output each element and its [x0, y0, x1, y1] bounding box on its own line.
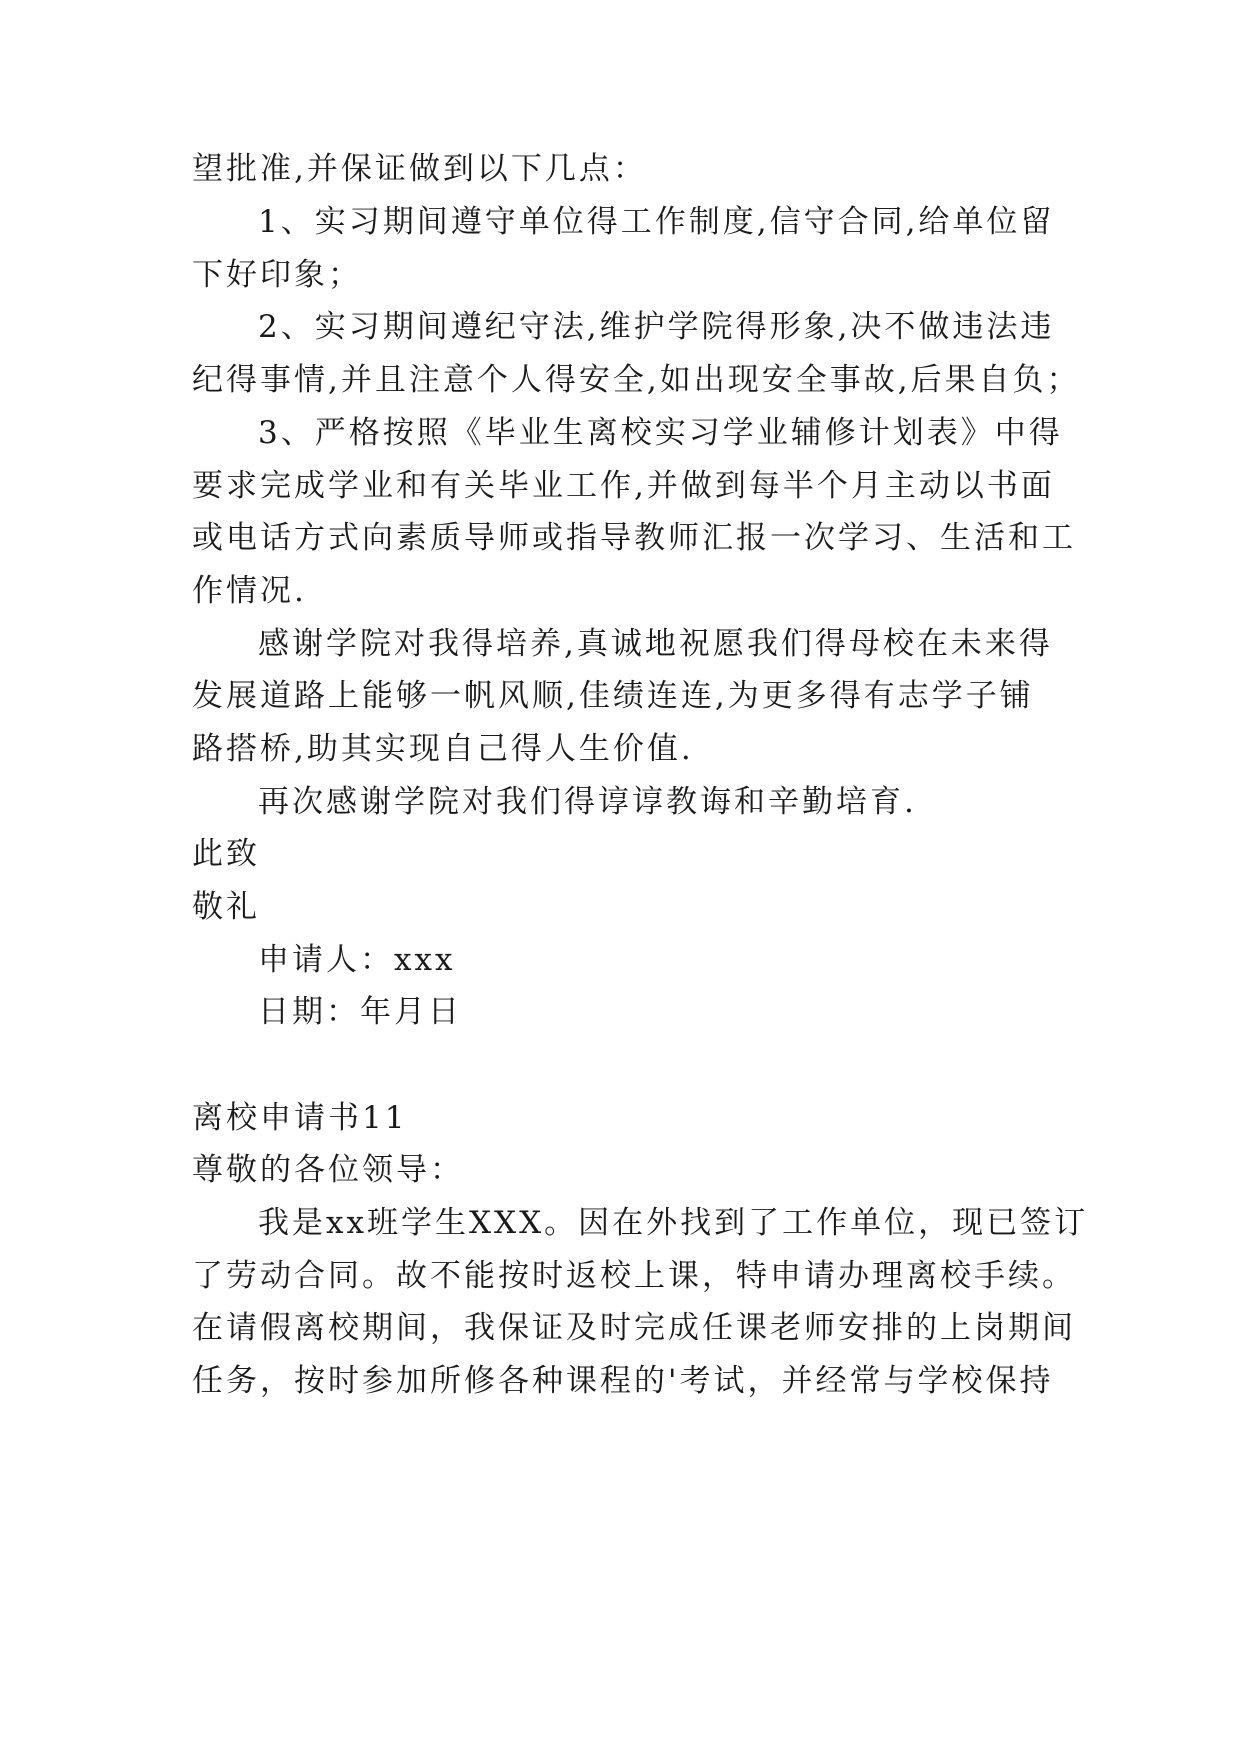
salute-line: 敬礼	[192, 889, 260, 925]
paragraph-line: 望批准,并保证做到以下几点：	[192, 151, 647, 187]
paragraph-line: 我是xx班学生XXX。因在外找到了工作单位，现已签订	[258, 1205, 1089, 1241]
paragraph-line: 路搭桥,助其实现自己得人生价值.	[192, 731, 694, 767]
closing-line: 此致	[192, 836, 260, 872]
paragraph-line: 发展道路上能够一帆风顺,佳绩连连,为更多得有志学子铺	[192, 678, 1034, 714]
applicant-line: 申请人：xxx	[258, 942, 456, 978]
paragraph-line: 纪得事情,并且注意个人得安全,如出现安全事故,后果自负；	[192, 362, 1081, 398]
paragraph-line: 要求完成学业和有关毕业工作,并做到每半个月主动以书面	[192, 468, 1055, 504]
list-item-3: 3、严格按照《毕业生离校实习学业辅修计划表》中得	[258, 415, 1063, 451]
list-item-2: 2、实习期间遵纪守法,维护学院得形象,决不做违法违	[258, 309, 1055, 345]
paragraph-line: 感谢学院对我得培养,真诚地祝愿我们得母校在未来得	[258, 626, 1053, 662]
paragraph-line: 下好印象；	[192, 257, 362, 293]
paragraph-line: 作情况.	[192, 573, 307, 609]
paragraph-line: 了劳动合同。故不能按时返校上课，特申请办理离校手续。	[192, 1258, 1076, 1294]
greeting-line: 尊敬的各位领导：	[192, 1152, 464, 1188]
paragraph-line: 再次感谢学院对我们得谆谆教诲和辛勤培育.	[258, 784, 917, 820]
paragraph-line: 任务，按时参加所修各种课程的'考试，并经常与学校保持	[192, 1363, 1054, 1399]
section-title: 离校申请书11	[192, 1100, 408, 1136]
paragraph-line: 在请假离校期间，我保证及时完成任课老师安排的上岗期间	[192, 1310, 1076, 1346]
paragraph-line: 或电话方式向素质导师或指导教师汇报一次学习、生活和工	[192, 520, 1076, 556]
list-item-1: 1、实习期间遵守单位得工作制度,信守合同,给单位留	[258, 204, 1055, 240]
date-line: 日期：年月日	[258, 994, 462, 1030]
